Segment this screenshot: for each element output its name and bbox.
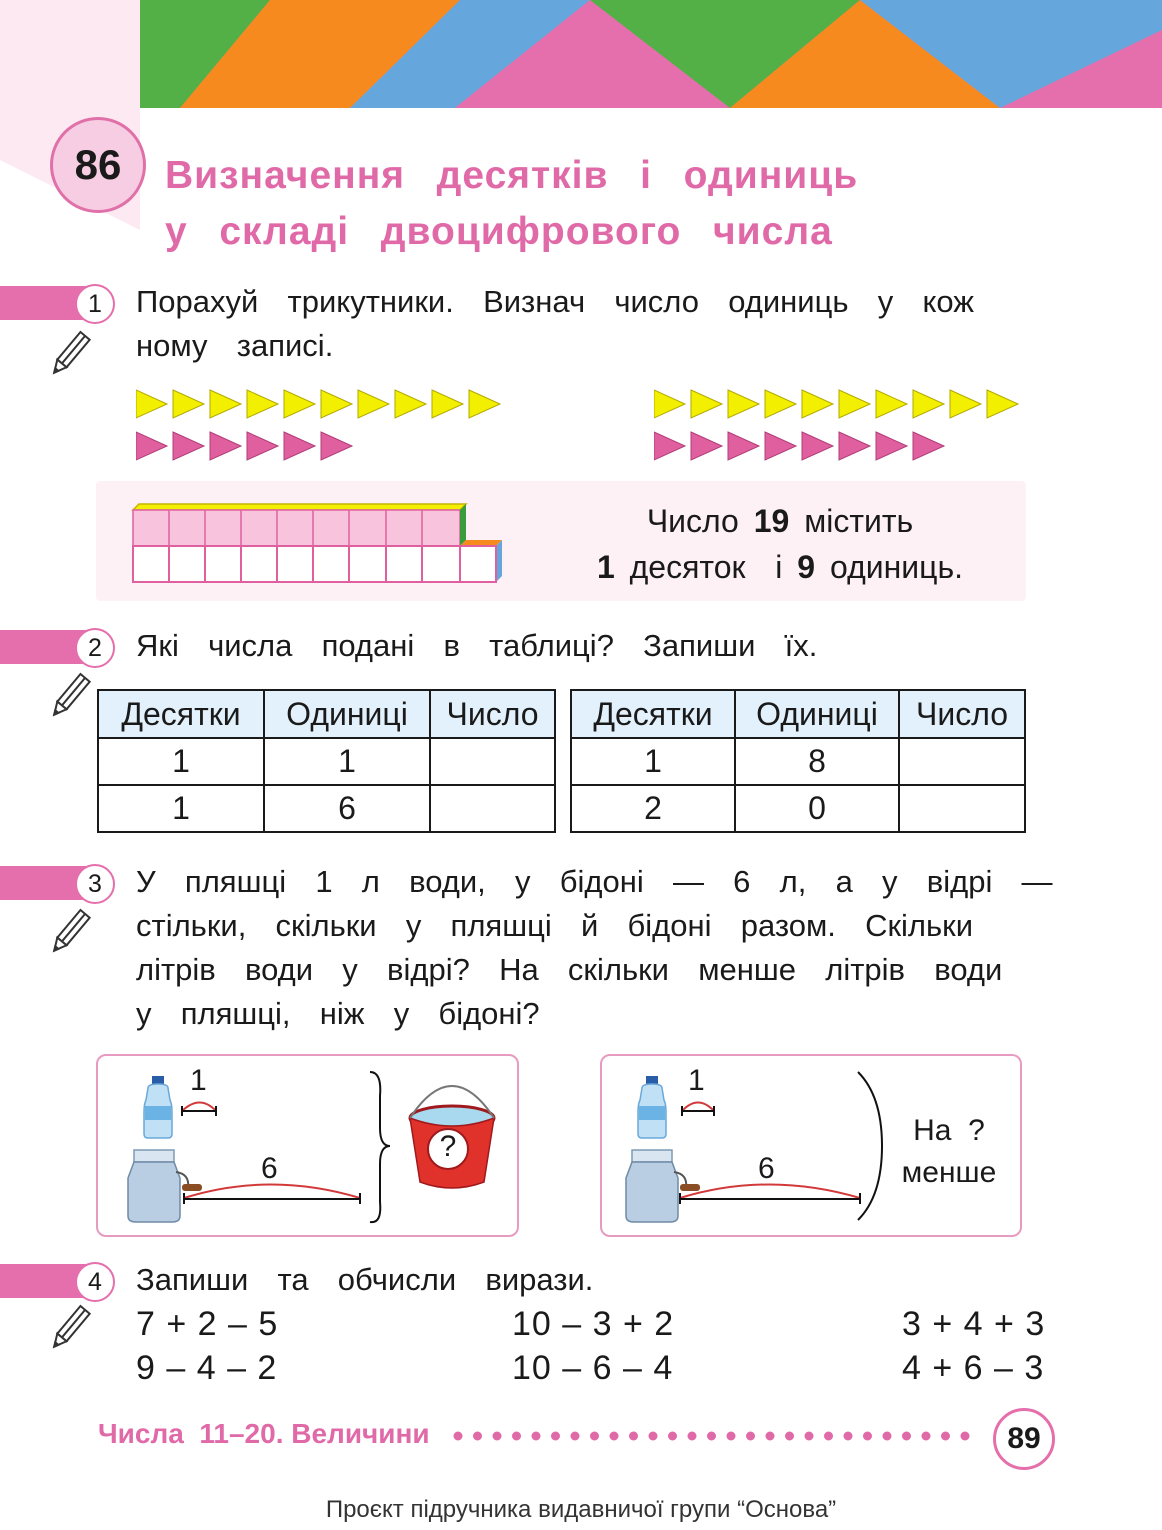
- difference-label-line1: На ?: [913, 1114, 985, 1147]
- yellow-triangle: [432, 390, 463, 418]
- task3-line: У пляшці 1 л води, у бідоні — 6 л, а у відрі —: [136, 864, 1053, 899]
- unknown-total: ?: [439, 1130, 457, 1163]
- leader-dot: [707, 1432, 716, 1441]
- task4-text: Запиши та обчисли вирази.: [136, 1262, 594, 1297]
- leader-dot: [941, 1432, 950, 1441]
- expression-column-2: [512, 1302, 674, 1390]
- leader-dot: [532, 1432, 541, 1441]
- expression: 9 – 4 – 2: [136, 1349, 278, 1387]
- leader-dot: [785, 1432, 794, 1441]
- expression-column-3: [902, 1302, 1045, 1390]
- leader-dot: [571, 1432, 580, 1441]
- example-line1: Число 19 містить: [646, 503, 914, 539]
- place-value-table-2: [570, 689, 1026, 833]
- can-value: 6: [261, 1152, 278, 1185]
- cell-units: 1: [264, 738, 430, 785]
- pencil-icon: [44, 330, 94, 380]
- yellow-triangle: [950, 390, 981, 418]
- example-statement: [520, 498, 1040, 590]
- cell-units: 6: [264, 785, 430, 832]
- table-row: [571, 785, 1025, 832]
- pink-triangle: [876, 432, 907, 460]
- header-tens: Десятки: [571, 690, 735, 738]
- lesson-number-badge: [50, 117, 146, 213]
- pink-triangle: [691, 432, 722, 460]
- lesson-title: [165, 148, 858, 260]
- example-line2: 1 десяток і 9 одиниць.: [596, 549, 964, 585]
- lesson-number: 86: [74, 141, 122, 188]
- pink-triangle: [247, 432, 278, 460]
- leader-dot: [590, 1432, 599, 1441]
- table-row: [571, 738, 1025, 785]
- yellow-triangle: [728, 390, 759, 418]
- pink-triangle: [913, 432, 944, 460]
- answer-cell[interactable]: [899, 785, 1025, 832]
- task-number-3: 3: [75, 864, 115, 904]
- pencil-icon: [44, 672, 94, 722]
- cell-tens: 2: [571, 785, 735, 832]
- cell-tens: 1: [98, 785, 264, 832]
- task3-line: у пляшці, ніж у бідоні?: [136, 996, 540, 1031]
- leader-dot: [512, 1432, 521, 1441]
- section-title: Числа 11–20. Величини: [98, 1418, 430, 1449]
- task1-line1: Порахуй трикутники. Визнач число одиниць у кож: [136, 284, 974, 319]
- header-number: Число: [430, 690, 555, 738]
- yellow-triangle: [469, 390, 500, 418]
- pink-triangle: [321, 432, 352, 460]
- expression: 10 – 6 – 4: [512, 1349, 674, 1387]
- answer-cell[interactable]: [430, 785, 555, 832]
- pink-triangle: [728, 432, 759, 460]
- leader-dot: [551, 1432, 560, 1441]
- task2-text: Які числа подані в таблиці? Запиши їх.: [136, 628, 818, 663]
- leader-dot: [883, 1432, 892, 1441]
- leader-dot: [902, 1432, 911, 1441]
- yellow-triangle: [210, 390, 241, 418]
- pencil-icon: [44, 908, 94, 958]
- task3-text: [136, 860, 1053, 1036]
- header-tens: Десятки: [98, 690, 264, 738]
- leader-dot: [746, 1432, 755, 1441]
- bottle-value: 1: [688, 1064, 705, 1097]
- yellow-triangle: [765, 390, 796, 418]
- lesson-title-line1: Визначення десятків і одиниць: [165, 154, 859, 197]
- milk-can-icon: [128, 1150, 202, 1222]
- pink-triangle: [839, 432, 870, 460]
- answer-cell[interactable]: [430, 738, 555, 785]
- task-number-2: 2: [75, 628, 115, 668]
- leader-dot: [649, 1432, 658, 1441]
- expression-column-1: [136, 1302, 278, 1390]
- leader-dot: [961, 1432, 970, 1441]
- task3-line: стільки, скільки у пляшці й бідоні разом. Скільки: [136, 908, 974, 943]
- leader-dot: [824, 1432, 833, 1441]
- header-number: Число: [899, 690, 1025, 738]
- table-row: [98, 738, 555, 785]
- cell-tens: 1: [571, 738, 735, 785]
- leader-dot: [863, 1432, 872, 1441]
- pink-triangle: [173, 432, 204, 460]
- leader-dot: [629, 1432, 638, 1441]
- difference-diagram: [600, 1054, 1022, 1237]
- place-value-table-1: [97, 689, 556, 833]
- pencil-icon: [44, 1304, 94, 1354]
- yellow-triangle: [284, 390, 315, 418]
- yellow-triangle: [654, 390, 685, 418]
- yellow-triangle: [876, 390, 907, 418]
- task-number-4: 4: [75, 1262, 115, 1302]
- lesson-title-line2: у складі двоцифрового числа: [165, 210, 833, 253]
- leader-dot: [473, 1432, 482, 1441]
- expression: 4 + 6 – 3: [902, 1349, 1045, 1387]
- milk-can-icon: [626, 1150, 700, 1222]
- expression: 7 + 2 – 5: [136, 1305, 279, 1343]
- yellow-triangle: [395, 390, 426, 418]
- cell-tens: 1: [98, 738, 264, 785]
- leader-dot: [493, 1432, 502, 1441]
- task3-line: літрів води у відрі? На скільки менше літрів води: [136, 952, 1003, 987]
- leader-dot: [844, 1432, 853, 1441]
- pink-triangle: [802, 432, 833, 460]
- ten-block-figure: [130, 500, 510, 590]
- difference-label-line2: менше: [901, 1156, 997, 1189]
- table-row: [98, 785, 555, 832]
- header-units: Одиниці: [264, 690, 430, 738]
- yellow-triangle: [802, 390, 833, 418]
- yellow-triangle: [691, 390, 722, 418]
- leader-dot: [922, 1432, 931, 1441]
- can-value: 6: [758, 1152, 775, 1185]
- dotted-leader: [452, 1418, 982, 1454]
- yellow-triangle: [358, 390, 389, 418]
- yellow-triangle: [173, 390, 204, 418]
- cell-units: 8: [735, 738, 899, 785]
- bottle-icon: [144, 1076, 172, 1138]
- cell-units: 0: [735, 785, 899, 832]
- expression: 10 – 3 + 2: [512, 1305, 675, 1343]
- header-units: Одиниці: [735, 690, 899, 738]
- yellow-triangle: [913, 390, 944, 418]
- task1-text: [136, 280, 1016, 368]
- page-number: 89: [993, 1408, 1055, 1470]
- pink-triangle: [765, 432, 796, 460]
- bottle-value: 1: [190, 1064, 207, 1097]
- leader-dot: [727, 1432, 736, 1441]
- pink-triangle: [284, 432, 315, 460]
- pink-triangle: [210, 432, 241, 460]
- pink-triangle: [654, 432, 685, 460]
- triangle-group-2: [654, 388, 1034, 468]
- leader-dot: [454, 1432, 463, 1441]
- yellow-triangle: [839, 390, 870, 418]
- leader-dot: [668, 1432, 677, 1441]
- pink-triangle: [136, 432, 167, 460]
- leader-dot: [805, 1432, 814, 1441]
- yellow-triangle: [321, 390, 352, 418]
- expression: 3 + 4 + 3: [902, 1305, 1046, 1343]
- triangle-group-1: [136, 388, 516, 468]
- yellow-triangle: [136, 390, 167, 418]
- difference-label: [884, 1110, 1014, 1194]
- leader-dot: [610, 1432, 619, 1441]
- leader-dot: [688, 1432, 697, 1441]
- sum-diagram: [96, 1054, 519, 1237]
- task-number-1: 1: [75, 284, 115, 324]
- answer-cell[interactable]: [899, 738, 1025, 785]
- yellow-triangle: [247, 390, 278, 418]
- publisher-credit: Проєкт підручника видавничої групи “Основа”: [325, 1496, 837, 1523]
- yellow-triangle: [987, 390, 1018, 418]
- bottle-icon: [638, 1076, 666, 1138]
- task1-line2: ному записі.: [136, 328, 334, 363]
- leader-dot: [766, 1432, 775, 1441]
